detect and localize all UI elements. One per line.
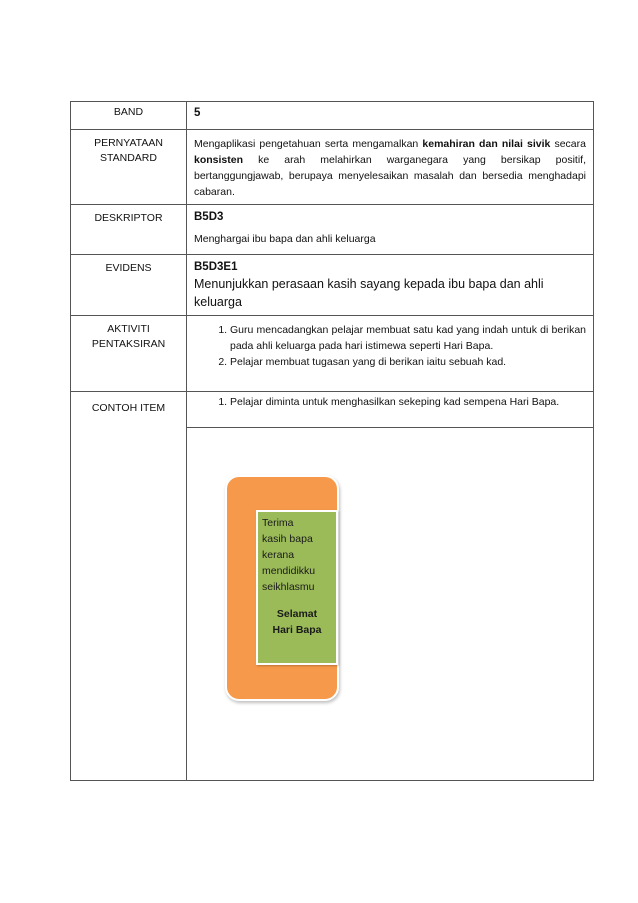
example-list (194, 394, 586, 410)
card-line: seikhlasmu (262, 581, 315, 593)
standard-text-part2: secara (550, 138, 586, 150)
rubric-table (70, 101, 594, 781)
standard-text-part1: Mengaplikasi pengetahuan serta mengamalkan (194, 138, 423, 150)
card-line: kerana (262, 549, 295, 561)
card-greeting (262, 606, 332, 638)
row-band (71, 102, 594, 130)
list-item: 1. Pelajar diminta untuk menghasilkan sekeping kad sempena Hari Bapa. (230, 394, 586, 410)
example-label-cell (71, 392, 187, 781)
activity-label-line1: AKTIVITI (107, 323, 150, 335)
row-activity (71, 316, 594, 392)
band-value: 5 (194, 107, 201, 119)
activity-label-cell (71, 316, 187, 392)
card-greeting-line2: Hari Bapa (272, 624, 322, 636)
example-label: CONTOH ITEM (91, 402, 166, 414)
list-item: 1. Guru mencadangkan pelajar membuat satu kad yang indah untuk di berikan pada ahli keluarga pada hari istimewa seperti Hari Bapa. (230, 322, 586, 354)
descriptor-label-cell (71, 205, 187, 255)
standard-text (187, 130, 593, 204)
card-line: Terima (262, 517, 294, 529)
standard-text-bold1: kemahiran dan nilai sivik (422, 138, 551, 150)
evidence-text: Menunjukkan perasaan kasih sayang kepada ibu bapa dan ahli keluarga (194, 277, 544, 309)
band-label: BAND (113, 106, 144, 118)
evidence-code: B5D3E1 (194, 261, 238, 273)
row-standard (71, 130, 594, 205)
standard-label-cell (71, 130, 187, 205)
row-example (71, 392, 594, 428)
father-day-card (225, 475, 339, 701)
evidence-cell (187, 255, 594, 316)
activity-label-line2: PENTAKSIRAN (91, 338, 166, 350)
descriptor-text: Menghargai ibu bapa dan ahli keluarga (194, 233, 376, 245)
standard-text-bold2: konsisten (194, 154, 244, 166)
descriptor-cell (187, 205, 594, 255)
list-item: 2. Pelajar membuat tugasan yang di berikan iaitu sebuah kad. (230, 354, 586, 370)
evidence-label: EVIDENS (105, 262, 152, 274)
activity-cell (187, 316, 594, 392)
standard-label-line2: STANDARD (100, 152, 157, 164)
band-value-cell (187, 102, 594, 130)
card-area (187, 428, 593, 780)
card-line: kasih bapa (262, 533, 313, 545)
card-greeting-line1: Selamat (276, 608, 318, 620)
standard-text-part3: ke arah melahirkan warganegara yang bersikap positif, bertanggungjawab, berupaya menyelesaikan masalah dan bersedia menghadapi cabaran. (194, 154, 586, 198)
evidence-label-cell (71, 255, 187, 316)
band-label-cell (71, 102, 187, 130)
example-instruction-cell (187, 392, 594, 428)
descriptor-label: DESKRIPTOR (94, 212, 163, 224)
descriptor-code: B5D3 (194, 211, 224, 223)
card-message (262, 515, 332, 595)
standard-label-line1: PERNYATAAN (94, 137, 163, 149)
card-inner-panel (256, 510, 338, 665)
standard-text-cell (187, 130, 594, 205)
activity-list (194, 322, 586, 370)
card-line: mendidikku (262, 565, 316, 577)
row-descriptor (71, 205, 594, 255)
example-card-cell (187, 428, 594, 781)
row-evidence (71, 255, 594, 316)
